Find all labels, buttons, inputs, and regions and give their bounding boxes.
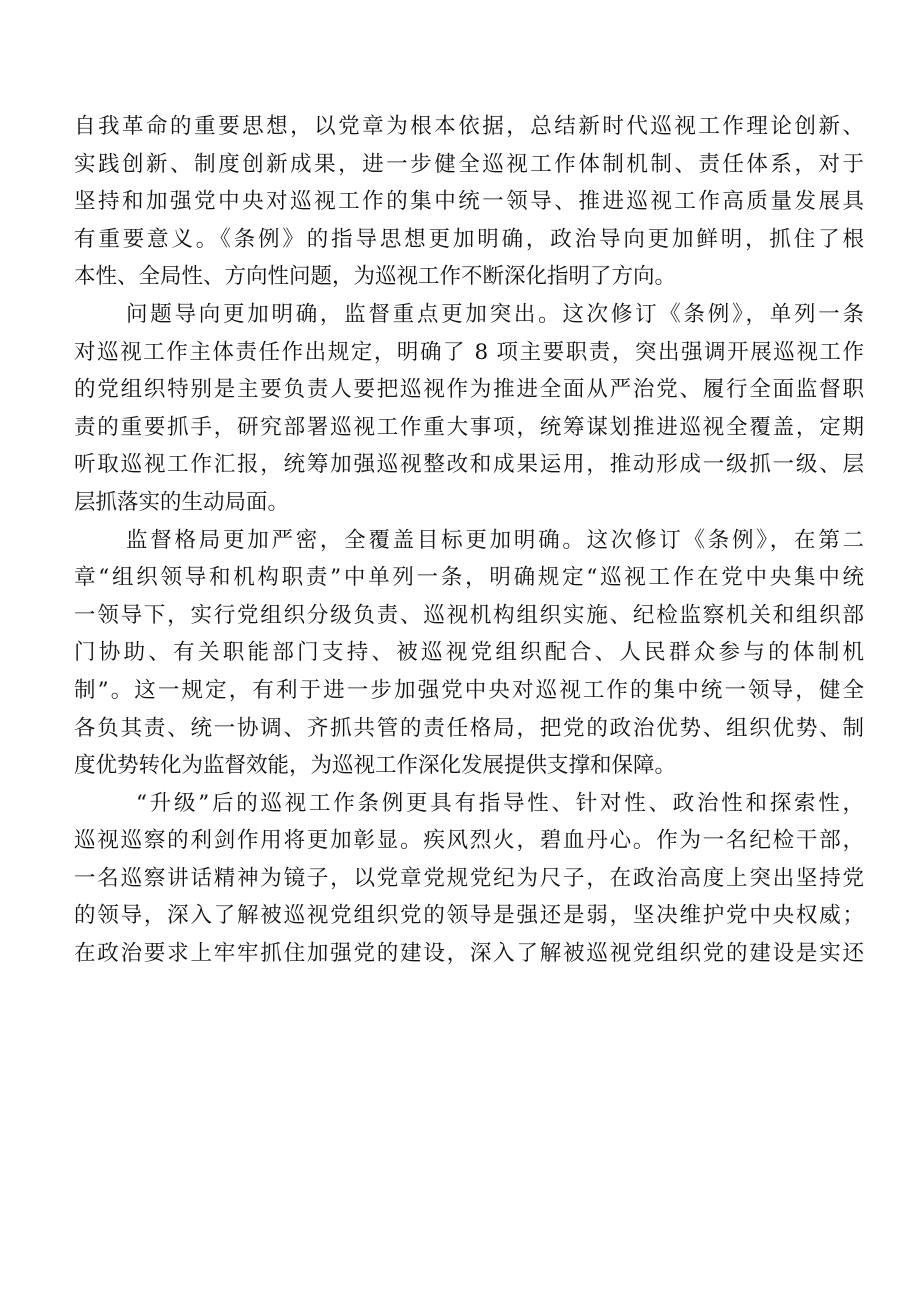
text-line: 各负其责、统一协调、齐抓共管的责任格局，把党的政治优势、组织优势、制 [74,715,864,741]
text-line: 一名巡察讲话精神为镜子，以党章党规党纪为尺子，在政治高度上突出坚持党 [74,865,864,891]
text-line: 实践创新、制度创新成果，进一步健全巡视工作体制机制、责任体系，对于 [74,151,864,177]
paragraph-3 [74,522,864,785]
text-line: 问题导向更加明确，监督重点更加突出。这次修订《条例》，单列一条 [126,301,864,327]
text-line: 有重要意义。《条例》的指导思想更加明确，政治导向更加鲜明，抓住了根 [74,226,864,252]
text-line: 章“组织领导和机构职责”中单列一条，明确规定“巡视工作在党中央集中统 [74,565,864,591]
text-line: 制”。这一规定，有利于进一步加强党中央对巡视工作的集中统一领导，健全 [74,677,864,703]
text-line: “升级”后的巡视工作条例更具有指导性、针对性、政治性和探索性， [136,790,864,816]
document-body [74,108,864,973]
paragraph-1 [74,108,864,296]
text-line: 在政治要求上牢牢抓住加强党的建设，深入了解被巡视党组织党的建设是实还 [74,941,864,967]
text-line: 责的重要抓手，研究部署巡视工作重大事项，统筹谋划推进巡视全覆盖，定期 [74,414,864,440]
text-line: 本性、全局性、方向性问题，为巡视工作不断深化指明了方向。 [74,264,677,290]
text-line: 自我革命的重要思想，以党章为根本依据，总结新时代巡视工作理论创新、 [74,114,864,139]
text-line: 监督格局更加严密，全覆盖目标更加明确。这次修订《条例》，在第二 [126,527,864,553]
text-line: 度优势转化为监督效能，为巡视工作深化发展提供支撑和保障。 [74,753,677,779]
text-line: 听取巡视工作汇报，统筹加强巡视整改和成果运用，推动形成一级抓一级、层 [74,452,864,478]
paragraph-4 [74,785,864,973]
text-line: 一领导下，实行党组织分级负责、巡视机构组织实施、纪检监察机关和组织部 [74,602,864,628]
text-line: 坚持和加强党中央对巡视工作的集中统一领导、推进巡视工作高质量发展具 [74,189,864,215]
text-line: 的领导，深入了解被巡视党组织党的领导是强还是弱，坚决维护党中央权威； [74,903,864,929]
text-line: 巡视巡察的利剑作用将更加彰显。疾风烈火，碧血丹心。作为一名纪检干部， [74,828,864,854]
text-line: 对巡视工作主体责任作出规定，明确了 8 项主要职责，突出强调开展巡视工作 [74,339,864,365]
text-line: 的党组织特别是主要负责人要把巡视作为推进全面从严治党、履行全面监督职 [74,377,864,403]
text-line: 门协助、有关职能部门支持、被巡视党组织配合、人民群众参与的体制机 [74,640,864,666]
text-line: 层抓落实的生动局面。 [74,489,290,515]
paragraph-2 [74,296,864,522]
